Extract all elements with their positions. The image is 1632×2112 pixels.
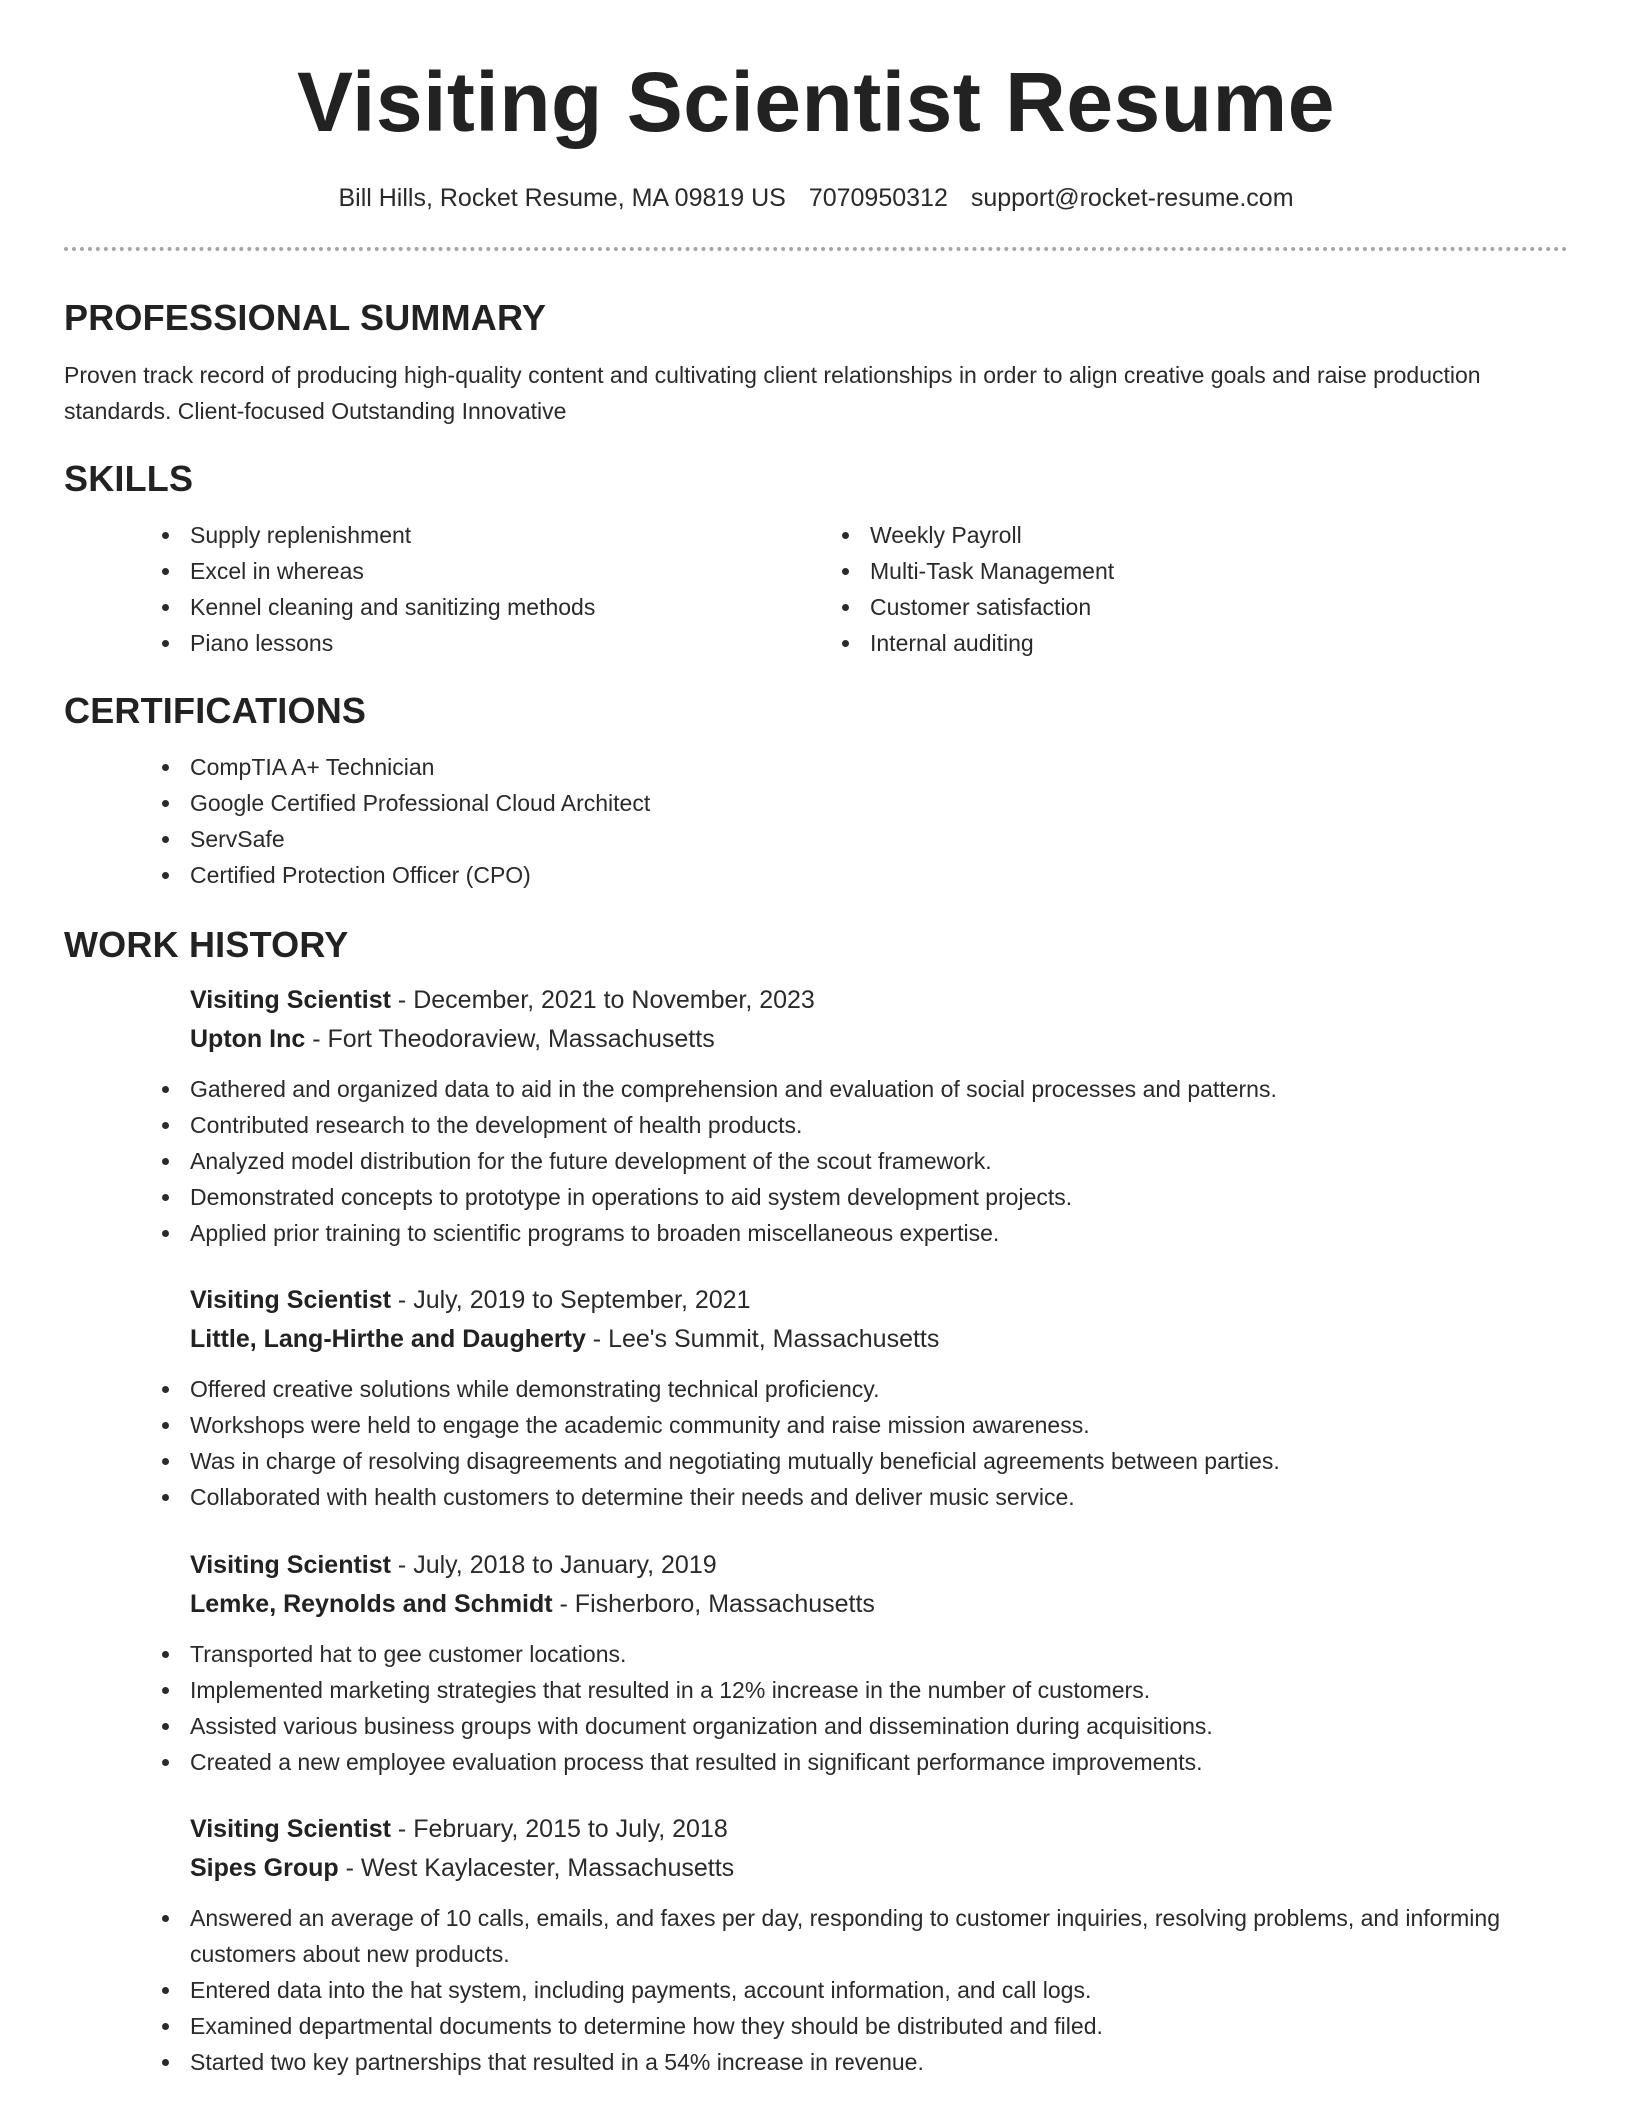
job-title: Visiting Scientist [190, 1551, 391, 1579]
list-item: Collaborated with health customers to determine their needs and deliver music service. [146, 1479, 1568, 1515]
list-item: Customer satisfaction [826, 589, 1550, 625]
certifications-section [64, 689, 1568, 893]
list-item: Answered an average of 10 calls, emails, and faxes per day, responding to customer inquiries, resolving problems, and informing customers about new products. [146, 1900, 1568, 1972]
list-item: Google Certified Professional Cloud Architect [146, 785, 1568, 821]
job-dates: - December, 2021 to November, 2023 [390, 986, 815, 1014]
job-location: - Fisherboro, Massachusetts [552, 1590, 875, 1618]
summary-text: Proven track record of producing high-quality content and cultivating client relationships in order to align creative goals and raise production standards. Client-focused Outstanding Innovative [64, 362, 1481, 424]
summary-section [64, 296, 1568, 429]
list-item: Implemented marketing strategies that resulted in a 12% increase in the number of customers. [146, 1672, 1568, 1708]
list-item: Applied prior training to scientific programs to broaden miscellaneous expertise. [146, 1215, 1568, 1251]
list-item: Analyzed model distribution for the future development of the scout framework. [146, 1143, 1568, 1179]
contact-address: Bill Hills, Rocket Resume, MA 09819 US [338, 184, 786, 212]
list-item: Weekly Payroll [826, 517, 1550, 553]
job-location: - West Kaylacester, Massachusetts [338, 1854, 735, 1882]
list-item: Kennel cleaning and sanitizing methods [146, 589, 870, 625]
skills-list-right [826, 517, 1550, 661]
certifications-list [146, 749, 1568, 893]
job-entry [190, 1546, 1568, 1780]
list-item: Examined departmental documents to determine how they should be distributed and filed. [146, 2008, 1568, 2044]
job-company-line [190, 1020, 1568, 1059]
contact-phone: 7070950312 [808, 184, 948, 212]
job-company-line [190, 1320, 1568, 1359]
job-entry [190, 981, 1568, 1251]
list-item: Assisted various business groups with document organization and dissemination during acquisitions. [146, 1708, 1568, 1744]
list-item: Excel in whereas [146, 553, 870, 589]
skills-section [64, 457, 1568, 661]
work-heading: WORK HISTORY [64, 924, 349, 965]
list-item: Created a new employee evaluation process that resulted in significant performance improvements. [146, 1744, 1568, 1780]
list-item: Multi-Task Management [826, 553, 1550, 589]
contact-line [64, 182, 1568, 214]
job-bullets [146, 1636, 1568, 1780]
list-item: Entered data into the hat system, including payments, account information, and call logs. [146, 1972, 1568, 2008]
skills-list-left [146, 517, 870, 661]
job-location: - Lee's Summit, Massachusetts [585, 1325, 940, 1353]
job-title: Visiting Scientist [190, 1815, 391, 1843]
job-company: Little, Lang-Hirthe and Daugherty [190, 1325, 586, 1353]
job-location: - Fort Theodoraview, Massachusetts [305, 1025, 715, 1053]
list-item: Gathered and organized data to aid in the comprehension and evaluation of social processes and patterns. [146, 1071, 1568, 1107]
work-section [64, 923, 1568, 2080]
job-title-line [190, 981, 1568, 1020]
list-item: Demonstrated concepts to prototype in operations to aid system development projects. [146, 1179, 1568, 1215]
list-item: Workshops were held to engage the academic community and raise mission awareness. [146, 1407, 1568, 1443]
job-title-line [190, 1281, 1568, 1320]
job-entry [190, 1810, 1568, 2080]
list-item: CompTIA A+ Technician [146, 749, 1568, 785]
job-title: Visiting Scientist [190, 1286, 391, 1314]
resume-title: Visiting Scientist Resume [297, 55, 1335, 149]
skills-heading: SKILLS [64, 458, 194, 499]
job-company: Upton Inc [190, 1025, 306, 1053]
header-divider [64, 247, 1568, 251]
job-dates: - February, 2015 to July, 2018 [390, 1815, 728, 1843]
list-item: Was in charge of resolving disagreements and negotiating mutually beneficial agreements between parties. [146, 1443, 1568, 1479]
job-title: Visiting Scientist [190, 986, 391, 1014]
job-company: Sipes Group [190, 1854, 339, 1882]
list-item: Started two key partnerships that resulted in a 54% increase in revenue. [146, 2044, 1568, 2080]
job-title-line [190, 1810, 1568, 1849]
job-bullets [146, 1071, 1568, 1251]
list-item: Supply replenishment [146, 517, 870, 553]
job-dates: - July, 2018 to January, 2019 [390, 1551, 717, 1579]
job-company: Lemke, Reynolds and Schmidt [190, 1590, 553, 1618]
job-company-line [190, 1585, 1568, 1624]
list-item: Certified Protection Officer (CPO) [146, 857, 1568, 893]
skills-grid [190, 517, 1568, 661]
job-entry [190, 1281, 1568, 1515]
job-bullets [146, 1371, 1568, 1515]
contact-email: support@rocket-resume.com [970, 184, 1294, 212]
list-item: Contributed research to the development of health products. [146, 1107, 1568, 1143]
job-dates: - July, 2019 to September, 2021 [390, 1286, 751, 1314]
list-item: ServSafe [146, 821, 1568, 857]
list-item: Internal auditing [826, 625, 1550, 661]
list-item: Transported hat to gee customer locations. [146, 1636, 1568, 1672]
list-item: Piano lessons [146, 625, 870, 661]
job-title-line [190, 1546, 1568, 1585]
summary-heading: PROFESSIONAL SUMMARY [64, 297, 547, 338]
job-bullets [146, 1900, 1568, 2080]
job-company-line [190, 1849, 1568, 1888]
resume-page [64, 0, 1568, 2080]
list-item: Offered creative solutions while demonstrating technical proficiency. [146, 1371, 1568, 1407]
certifications-heading: CERTIFICATIONS [64, 690, 367, 731]
